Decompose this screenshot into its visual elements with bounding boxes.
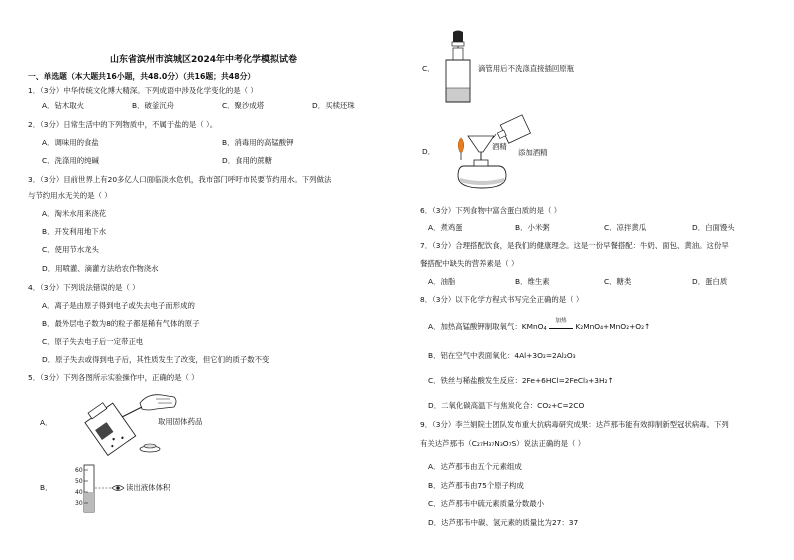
q3-option-b: B．开发利用地下水 [42,227,107,236]
q9-option-a: A．达芦那韦由五个元素组成 [428,462,522,471]
q2-option-b: B．消毒用的高锰酸钾 [222,138,294,147]
left-column [28,0,388,560]
q6-option-a: A．煮鸡蛋 [428,223,463,232]
q4-option-a: A．离子是由原子得到电子或失去电子而形成的 [42,301,195,310]
q4-stem: 4．（3分）下列说法错误的是（ ） [28,283,140,292]
q5-option-b-caption: 读出液体体积 [126,483,171,492]
fig-dropper-bottle [438,30,478,104]
q2-option-c: C．洗涤用的纯碱 [42,156,99,165]
q3-option-a: A．淘米水用来浇花 [42,209,107,218]
q4-option-c: C．原子失去电子后一定带正电 [42,337,144,346]
q1-option-b: B．破釜沉舟 [132,101,175,110]
q1-stem: 1．（3分）中华传统文化博大精深。下列成语中涉及化学变化的是（ ） [28,86,258,95]
q6-option-d: D．白面馒头 [692,223,735,232]
cylinder-tick-50: 50 [75,478,83,485]
q9-stem-line1: 9．（3分）李兰娟院士团队发布重大抗病毒研究成果：达芦那韦能有效抑制新型冠状病毒。下列 [420,420,729,429]
q5-stem: 5．（3分）下列各图所示实验操作中，正确的是（ ） [28,373,199,382]
q8-a-condition: 加热 [555,318,567,324]
q7-stem-line1: 7．（3分）合理搭配饮食，是我们的健康理念。这是一份早餐搭配：牛奶、面包、黄油。这份早 [420,241,729,250]
right-column [420,0,775,560]
q5-option-a-letter: A． [40,418,53,427]
q1-option-a: A．钻木取火 [42,101,85,110]
q6-option-c: C．凉拌黄瓜 [604,223,647,232]
q3-stem-line1: 3．（3分）目前世界上有20多亿人口面临淡水危机，我市部门呼吁市民要节约用水。下列做法 [28,175,332,184]
q4-option-b: B．最外层电子数为8的粒子都是稀有气体的原子 [42,319,200,328]
q3-option-c: C．使用节水龙头 [42,245,99,254]
q8-a-reaction-arrow [549,318,573,329]
q2-option-d: D．食用的蔗糖 [222,156,273,165]
q8-option-b: B．铝在空气中表面氧化：4Al+3O₂=2Al₂O₃ [428,351,576,360]
q8-option-c: C．铁丝与稀盐酸发生反应：2Fe+6HCl=2FeCl₃+3H₂↑ [428,376,614,385]
q5-option-d-label: 酒精 [492,142,507,151]
q1-option-c: C．聚沙成塔 [222,101,265,110]
q2-stem: 2．（3分）日常生活中的下列物质中，不属于盐的是（ ）。 [28,120,218,129]
q8-stem: 8．（3分）以下化学方程式书写完全正确的是（ ） [420,295,584,304]
q3-stem-line2: 与节约用水无关的是（ ） [28,191,112,200]
q8-a-products: K₂MnO₄+MnO₂+O₂↑ [575,322,651,331]
q5-option-c-caption: 滴管用后不洗涤直接插回原瓶 [478,64,575,73]
q7-stem-line2: 餐搭配中缺失的营养素是（ ） [420,259,519,268]
q8-a-reactant: A．加热高锰酸钾制取氧气：KMnO [428,322,544,331]
q9-option-b: B．达芦那韦由75个原子构成 [428,481,524,490]
q8-a-subscript: 4 [543,326,547,332]
cylinder-tick-30: 30 [75,500,83,507]
q5-option-b-letter: B． [40,483,53,492]
q4-option-d: D．原子失去或得到电子后，其性质发生了改变，但它们的质子数不变 [42,355,270,364]
q7-option-b: B．维生素 [515,277,550,286]
q5-option-d-letter: D． [422,147,436,156]
q9-stem-line2: 有关达芦那韦（C₂₇H₃₇N₃O₇S）说法正确的是（ ） [420,439,586,448]
q9-option-c: C．达芦那韦中硫元素质量分数最小 [428,499,545,508]
q8-option-a [428,318,651,332]
q5-option-a-caption: 取用固体药品 [158,417,203,426]
q1-option-d: D．买椟还珠 [312,101,355,110]
q8-option-d: D．二氧化碳高温下与焦炭化合：CO₂+C=2CO [428,401,585,410]
q6-stem: 6．（3分）下列食物中富含蛋白质的是（ ） [420,206,562,215]
q3-option-d: D．用喷灌、滴灌方法给农作物浇水 [42,264,159,273]
cylinder-tick-40: 40 [75,489,83,496]
q7-option-c: C．糖类 [604,277,632,286]
q5-option-d-caption: 添加酒精 [518,148,548,157]
q2-option-a: A．调味用的食盐 [42,138,99,147]
exam-title: 山东省滨州市滨城区2024年中考化学模拟试卷 [110,55,298,65]
q7-option-a: A．油脂 [428,277,456,286]
cylinder-tick-60: 60 [75,467,83,474]
q6-option-b: B．小米粥 [515,223,550,232]
section-heading: 一、单选题（本大题共16小题，共48.0分）（共16题；共48分） [28,72,256,81]
q7-option-d: D．蛋白质 [692,277,728,286]
q9-option-d: D．达芦那韦中碳、氢元素的质量比为27：37 [428,518,579,527]
q5-option-c-letter: C． [422,64,435,73]
